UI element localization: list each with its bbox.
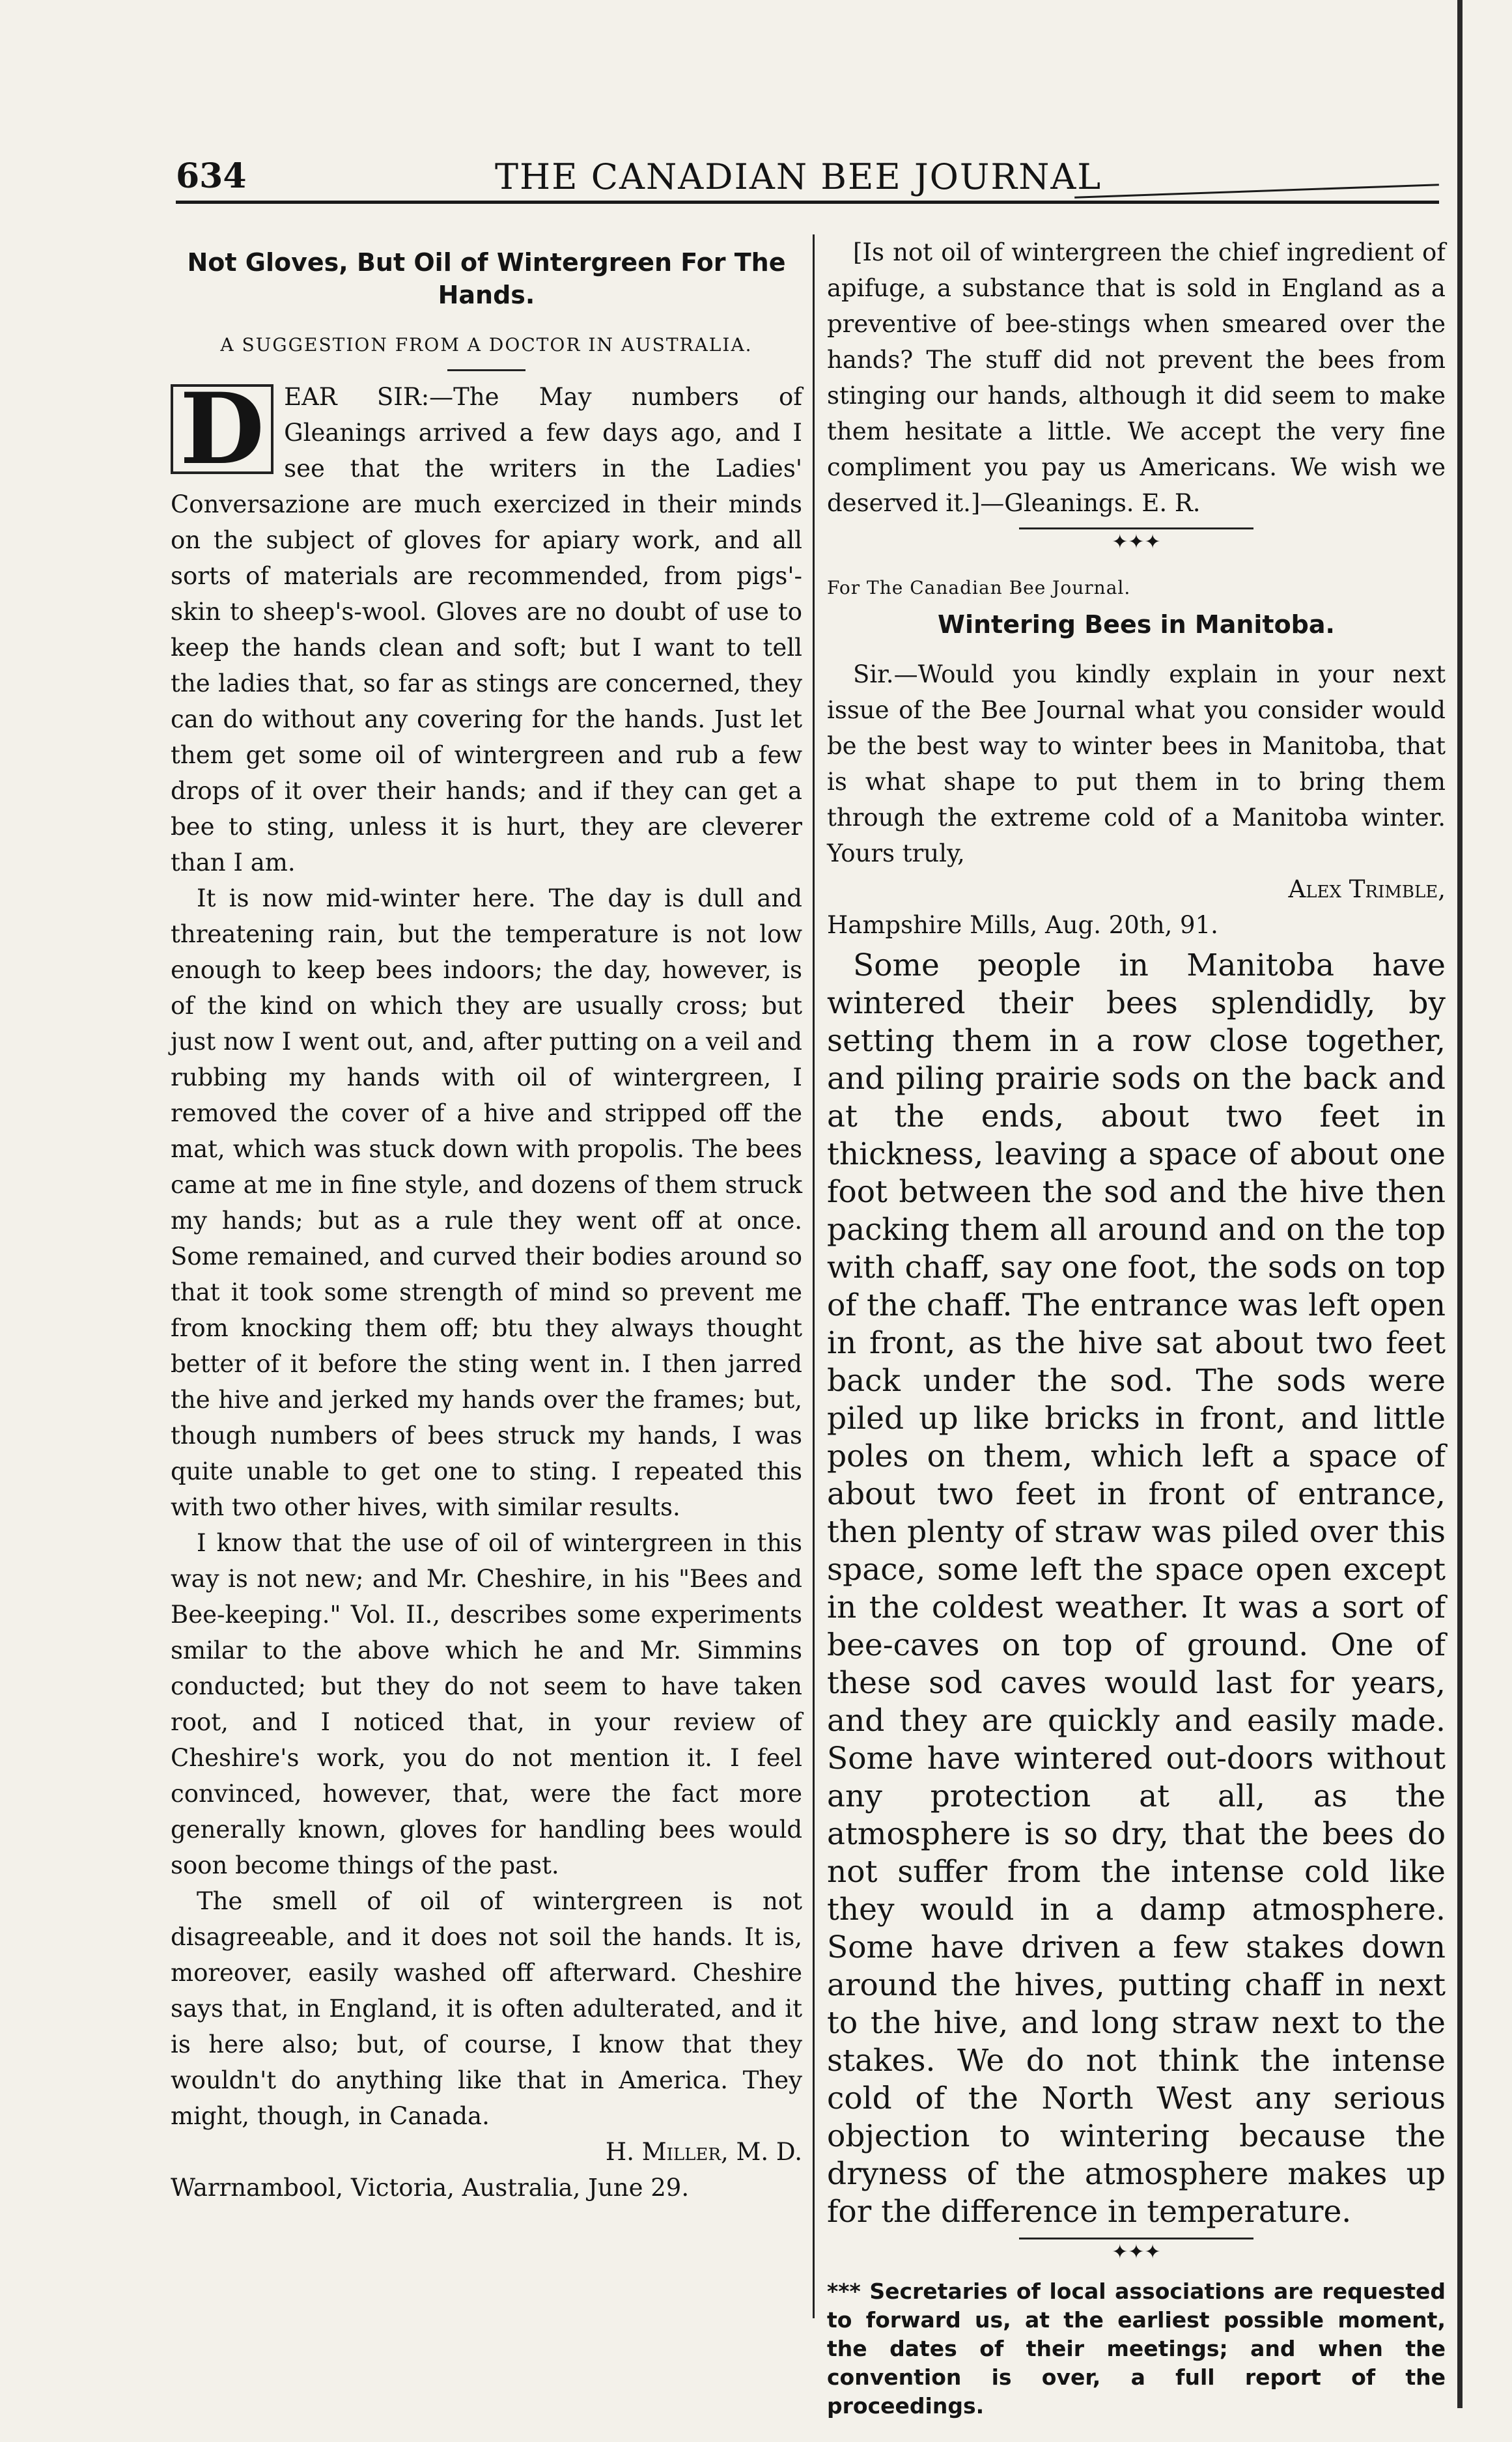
- letter-place-date: Hampshire Mills, Aug. 20th, 91.: [827, 911, 1218, 939]
- header-rule-flourish: [1074, 184, 1439, 199]
- drop-cap: D: [171, 384, 273, 474]
- place-date: Warrnambool, Victoria, Australia, June 29.: [171, 2174, 690, 2202]
- column-divider: [813, 234, 815, 2318]
- signature: [171, 2134, 802, 2170]
- paragraph-3: I know that the use of oil of wintergreen in this way is not new; and Mr. Cheshire, in his "Bees and Bee-keeping." Vol. II., describes some experiments smilar to the above which he and Mr. Simmins conducted; but they do not seem to have taken root, and I noticed that, in your review of Cheshire's work, you do not mention it. I feel convinced, however, that, were the fact more generally known, gloves for handling bees would soon become things of the past.: [171, 1529, 802, 1879]
- letter-signature-name: Alex Trimble,: [1288, 875, 1446, 903]
- article-title-manitoba: Wintering Bees in Manitoba.: [938, 610, 1335, 639]
- right-column: [827, 234, 1446, 2442]
- paragraph-1-text: EAR SIR:—The May numbers of Gleanings arrived a few days ago, and I see that the writers in the Ladies' Conversazione are much exercized in their minds on the subject of gloves for apiary work, and all sorts of materials are recommended, from pigs'-skin to sheep's-wool. Gloves are no doubt of use to keep the hands clean and soft; but I want to tell the ladies that, so far as stings are concerned, they can do without any covering for the hands. Just let them get some oil of wintergreen and rub a few drops of it over their hands; and if they can get a bee to sting, unless it is hurt, they are cleverer than I am.: [171, 383, 802, 877]
- left-column: [171, 234, 802, 2208]
- journal-title: THE CANADIAN BEE JOURNAL: [495, 156, 1102, 197]
- ornament-divider: ✦✦✦: [1019, 527, 1253, 555]
- source-line: For The Canadian Bee Journal.: [827, 577, 1131, 598]
- page-edge: [1457, 0, 1463, 2408]
- answer-text: Some people in Manitoba have wintered their bees splendidly, by setting them in a row close together, and piling prairie sods on the back and at the ends, about two feet in thickness, leaving a space of about one foot between the sod and the hive then packing them all around and on the top with chaff, say one foot, the sods on top of the chaff. The entrance was left open in front, as the hive sat about two feet back under the sod. The sods were piled up like bricks in front, and little poles on them, which left a space of about two feet in front of entrance, then plenty of straw was piled over this space, some left the space open except in the coldest weather. It was a sort of bee-caves on top of ground. One of these sod caves would last for years, and they are quickly and easily made. Some have wintered out-doors without any protection at all, as the atmosphere is so dry, that the bees do not suffer from the intense cold like they would in a damp atmosphere. Some have driven a few stakes down around the hives, putting chaff in next to the hive, and long straw next to the stakes. We do not think the intense cold of the North West any serious objection to wintering because the dryness of the atmosphere makes up for the difference in temperature.: [827, 947, 1446, 2230]
- editor-note: [Is not oil of wintergreen the chief ingredient of apifuge, a substance that is sold in England as a preventive of bee-stings when smeared over the hands? The stuff did not prevent the bees from stinging our hands, although it did seem to make them hesitate a little. We accept the very fine compliment you pay us Americans. We wish we deserved it.]—Gleanings. E. R.: [827, 238, 1446, 517]
- ornament-divider-2: ✦✦✦: [1019, 2238, 1253, 2266]
- paragraph-4: The smell of oil of wintergreen is not disagreeable, and it does not soil the hands. It is, moreover, easily washed off afterward. Cheshire says that, in England, it is often adulterated, and it is here also; but, of course, I know that they wouldn't do anything like that in America. They might, though, in Canada.: [171, 1887, 802, 2130]
- page-number: 634: [176, 156, 247, 196]
- signature-name: H. Miller, M. D.: [605, 2138, 802, 2166]
- article-subhead: A SUGGESTION FROM A DOCTOR IN AUSTRALIA.: [220, 334, 753, 356]
- header-rule: [176, 201, 1439, 204]
- short-rule: [447, 369, 525, 371]
- article-title-wintergreen: Not Gloves, But Oil of Wintergreen For The Hands.: [187, 248, 786, 309]
- secretaries-notice: *** Secretaries of local associations are requested to forward us, at the earliest possible moment, the dates of their meetings; and when the convention is over, a full report of the proceedings.: [827, 2279, 1446, 2419]
- letter-body: Sir.—Would you kindly explain in your next issue of the Bee Journal what you consider would be the best way to winter bees in Manitoba, that is what shape to put them in to bring them through the extreme cold of a Manitoba winter. Yours truly,: [827, 660, 1446, 867]
- letter-signature: [827, 871, 1446, 907]
- paragraph-2: It is now mid-winter here. The day is dull and threatening rain, but the temperature is not low enough to keep bees indoors; the day, however, is of the kind on which they are usually cross; but just now I went out, and, after putting on a veil and rubbing my hands with oil of wintergreen, I removed the cover of a hive and stripped off the mat, which was stuck down with propolis. The bees came at me in fine style, and dozens of them struck my hands; but as a rule they went off at once. Some remained, and curved their bodies around so that it took some strength of mind so prevent me from knocking them off; btu they always thought better of it before the sting went in. I then jarred the hive and jerked my hands over the frames; but, though numbers of bees struck my hands, I was quite unable to get one to sting. I repeated this with two other hives, with similar results.: [171, 884, 802, 1521]
- paragraph-1: [171, 372, 802, 880]
